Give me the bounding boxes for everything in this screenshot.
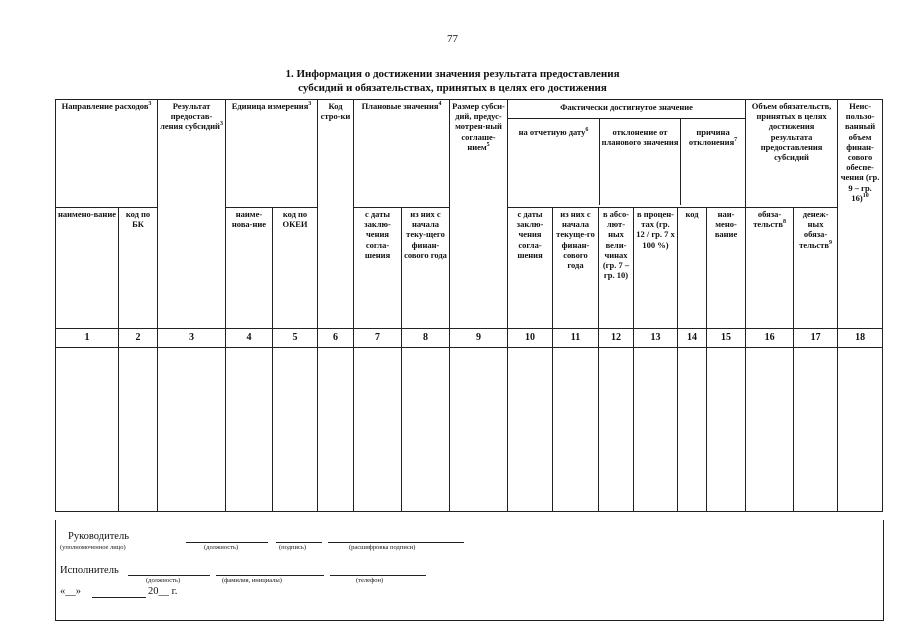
header-deviation: отклонение от планового значения	[600, 119, 681, 205]
data-cell[interactable]	[746, 348, 794, 512]
header-result: Результат предостав-ления субсидий$^3$	[158, 100, 226, 329]
sub-name: наимено-вание	[56, 208, 119, 329]
sub-obligations: обяза-тельств$^8$	[746, 208, 794, 329]
col-num: 13	[634, 329, 678, 348]
header-unit: Единица измерения$^3$	[226, 100, 318, 208]
header-reason: причина отклонения$^7$	[688, 127, 738, 148]
header-planned: Плановые значения$^4$	[354, 100, 450, 208]
header-on-date: на отчетную дату$^6$	[508, 119, 600, 205]
col-num: 17	[794, 329, 838, 348]
data-cell[interactable]	[318, 348, 354, 512]
page-number: 77	[447, 33, 458, 45]
sub-bk-code: код по БК	[119, 208, 158, 329]
header-subsidy-size: Размер субси-дий, предус-мотрен-ный соглаше-нием$^5$	[450, 100, 508, 329]
head-signature-line[interactable]	[276, 542, 322, 543]
page-title	[0, 67, 905, 95]
col-num: 6	[318, 329, 354, 348]
title-line-1: 1. Информация о достижении значения результата предоставления	[285, 68, 620, 80]
signature-caption: (подпись)	[279, 544, 306, 551]
data-cell[interactable]	[553, 348, 599, 512]
executor-name-caption: (фамилия, инициалы)	[222, 577, 282, 584]
column-numbers-row	[56, 329, 883, 348]
sub-reason-name: наи-мено-вание	[707, 208, 746, 329]
data-cell[interactable]	[707, 348, 746, 512]
data-cell[interactable]	[450, 348, 508, 512]
col-num: 15	[707, 329, 746, 348]
sub-okei-code: код по ОКЕИ	[273, 208, 318, 329]
head-sub-label: (уполномоченное лицо)	[60, 544, 126, 551]
col-num: 1	[56, 329, 119, 348]
header-row-code: Код стро-ки	[318, 100, 354, 329]
data-cell[interactable]	[119, 348, 158, 512]
sub-dev-absolute: в абсо-лют-ных вели-чинах (гр. 7 – гр. 10)	[599, 208, 634, 329]
col-num: 3	[158, 329, 226, 348]
col-num: 18	[838, 329, 883, 348]
date-year: 20__ г.	[148, 586, 178, 597]
title-line-2: субсидий и обязательствах, принятых в целях его достижения	[298, 82, 607, 94]
col-num: 9	[450, 329, 508, 348]
col-num: 16	[746, 329, 794, 348]
head-position-line[interactable]	[186, 542, 268, 543]
header-actual	[508, 100, 746, 208]
data-cell[interactable]	[634, 348, 678, 512]
data-cell[interactable]	[273, 348, 318, 512]
col-num: 10	[508, 329, 553, 348]
executor-phone-line[interactable]	[330, 575, 426, 576]
col-num: 4	[226, 329, 273, 348]
data-cell[interactable]	[354, 348, 402, 512]
executor-label: Исполнитель	[60, 565, 119, 576]
sub-unit-name: наиме-нова-ние	[226, 208, 273, 329]
data-cell[interactable]	[794, 348, 838, 512]
header-actual-label: Фактически достигнутое значение	[508, 100, 745, 119]
data-cell[interactable]	[226, 348, 273, 512]
position-caption: (должность)	[204, 544, 239, 551]
data-cell[interactable]	[508, 348, 553, 512]
header-obligations-volume: Объем обязательств, принятых в целях достижения результата предоставления субсидий	[746, 100, 838, 208]
executor-position-line[interactable]	[128, 575, 210, 576]
col-num: 7	[354, 329, 402, 348]
sub-dev-percent: в процен-тах (гр. 12 / гр. 7 х 100 %)	[634, 208, 678, 329]
sub-fact-from-date: с даты заклю-чения согла-шения	[508, 208, 553, 329]
data-cell[interactable]	[402, 348, 450, 512]
sub-plan-from-date: с даты заклю-чения согла-шения	[354, 208, 402, 329]
col-num: 12	[599, 329, 634, 348]
head-label: Руководитель	[68, 531, 129, 542]
col-num: 8	[402, 329, 450, 348]
col-num: 14	[678, 329, 707, 348]
sub-monetary: денеж-ных обяза-тельств$^9$	[794, 208, 838, 329]
sub-reason-code: код	[678, 208, 707, 329]
report-table	[55, 99, 883, 512]
executor-name-line[interactable]	[216, 575, 324, 576]
header-unused: Неис-пользо-ванный объем финан-сового обеспе-чения (гр. 9 – гр. 16)$^{10}$	[838, 100, 883, 329]
date-prefix: «__»	[60, 586, 81, 597]
signature-block	[55, 520, 884, 621]
data-cell[interactable]	[56, 348, 119, 512]
data-row	[56, 348, 883, 512]
data-cell[interactable]	[158, 348, 226, 512]
date-month-line[interactable]	[92, 597, 146, 598]
col-num: 2	[119, 329, 158, 348]
data-cell[interactable]	[678, 348, 707, 512]
col-num: 5	[273, 329, 318, 348]
data-cell[interactable]	[599, 348, 634, 512]
sub-fact-from-year: из них с начала текуще-го финан-сового года	[553, 208, 599, 329]
decoding-caption: (расшифровка подписи)	[349, 544, 416, 551]
data-cell[interactable]	[838, 348, 883, 512]
sub-plan-from-year: из них с начала теку-щего финан-сового года	[402, 208, 450, 329]
head-decoding-line[interactable]	[328, 542, 464, 543]
phone-caption: (телефон)	[356, 577, 384, 584]
col-num: 11	[553, 329, 599, 348]
executor-position-caption: (должность)	[146, 577, 181, 584]
header-direction: Направление расходов$^3$	[56, 100, 158, 208]
